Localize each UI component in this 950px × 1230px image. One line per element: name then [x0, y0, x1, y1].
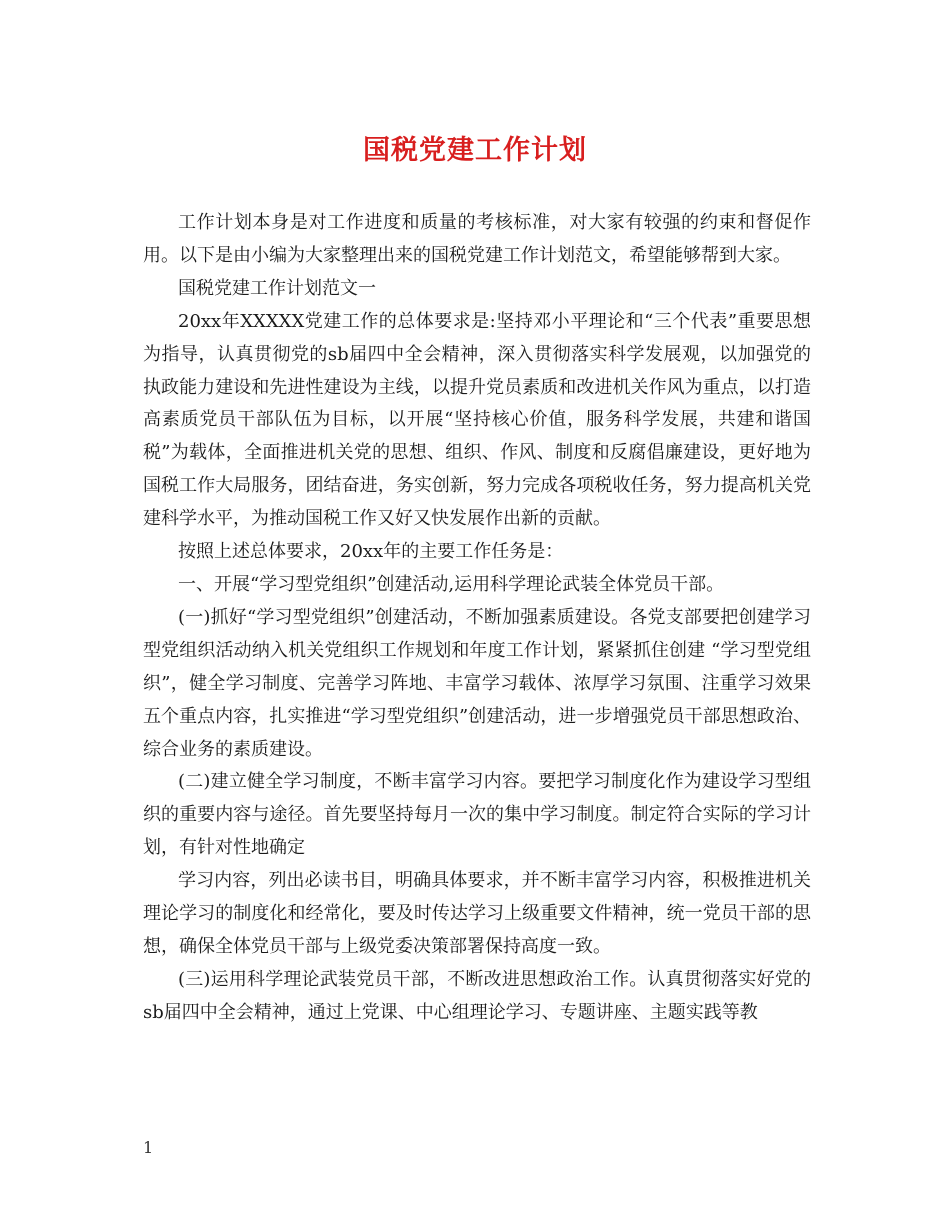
- intro-paragraph: 工作计划本身是对工作进度和质量的考核标准，对大家有较强的约束和督促作用。以下是由小编为大家整理出来的国税党建工作计划范文，希望能够帮到大家。: [143, 212, 811, 266]
- body-paragraph: (三)运用科学理论武装党员干部，不断改进思想政治工作。认真贯彻落实好党的sb届四中全会精神，通过上党课、中心组理论学习、专题讲座、主题实践等教: [143, 968, 811, 1023]
- body-paragraph: (二)建立健全学习制度，不断丰富学习内容。要把学习制度化作为建设学习型组织的重要内容与途径。首先要坚持每月一次的集中学习制度。制定符合实际的学习计划，有针对性地确定: [143, 771, 811, 859]
- body-paragraph: 学习内容，列出必读书目，明确具体要求，并不断丰富学习内容，积极推进机关理论学习的制度化和经常化，要及时传达学习上级重要文件精神，统一党员干部的思想，确保全体党员干部与上级党委决策部署保持高度一致。: [143, 870, 811, 957]
- body-paragraph: 20xx年XXXXX党建工作的总体要求是:坚持邓小平理论和“三个代表”重要思想为指导，认真贯彻党的sb届四中全会精神，深入贯彻落实科学发展观，以加强党的执政能力建设和先进性建设为主线，以提升党员素质和改进机关作风为重点，以打造高素质党员干部队伍为目标，以开展“坚持核心价值，服务科学发展，共建和谐国税”为载体，全面推进机关党的思想、组织、作风、制度和反腐倡廉建设，更好地为国税工作大局服务，团结奋进，务实创新，努力完成各项税收任务，努力提高机关党建科学水平，为推动国税工作又好又快发展作出新的贡献。: [143, 310, 811, 530]
- section-heading: 国税党建工作计划范文一: [178, 277, 376, 299]
- page-number: 1: [143, 1138, 154, 1157]
- body-paragraph: (一)抓好“学习型党组织”创建活动，不断加强素质建设。各党支部要把创建学习型党组织活动纳入机关党组织工作规划和年度工作计划，紧紧抓住创建 “学习型党组织”，健全学习制度、完善学习阵地、丰富学习载体、浓厚学习氛围、注重学习效果五个重点内容，扎实推进“学习型党组织”创建活动，进一步增强党员干部思想政治、综合业务的素质建设。: [143, 606, 811, 760]
- body-paragraph: 按照上述总体要求，20xx年的主要工作任务是：: [178, 541, 564, 563]
- document-title: 国税党建工作计划: [363, 135, 587, 166]
- body-paragraph: 一、开展“学习型党组织”创建活动,运用科学理论武装全体党员干部。: [178, 573, 725, 595]
- document-body: [143, 207, 811, 1030]
